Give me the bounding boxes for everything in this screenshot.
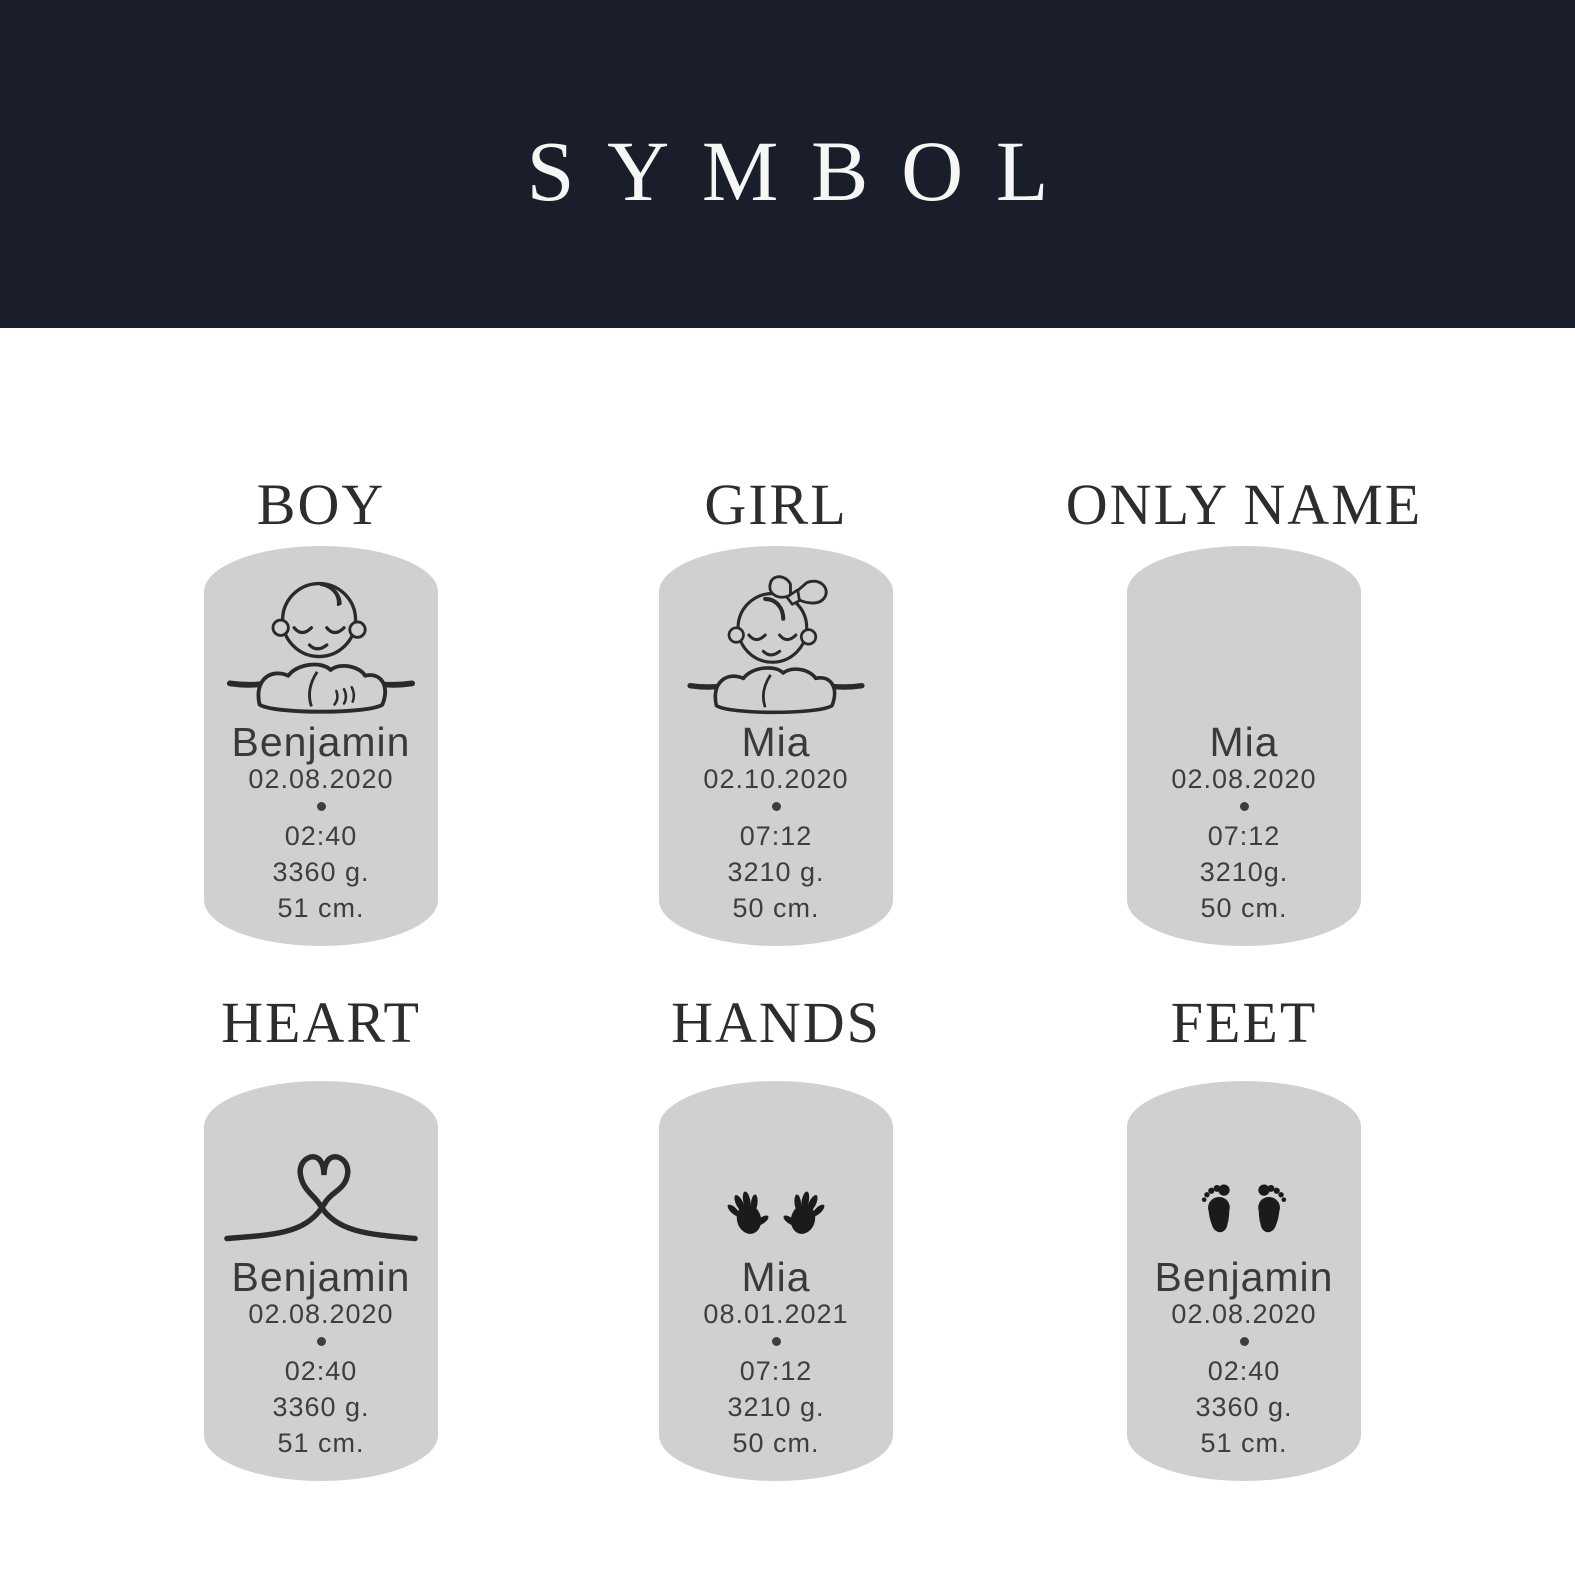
tag-birth-time: 02:40 <box>284 821 358 851</box>
tag-birth-date: 02.10.2020 <box>703 764 849 794</box>
handprints-icon <box>671 1105 881 1255</box>
tag-birth-date: 02.08.2020 <box>248 764 394 794</box>
tag-preview-feet <box>1127 1081 1361 1481</box>
tag-preview-heart <box>204 1081 438 1481</box>
option-label: HANDS <box>671 990 881 1055</box>
tag-name: Mia <box>741 719 811 765</box>
option-only-name <box>1024 472 1464 946</box>
baby-boy-icon <box>216 570 426 720</box>
tag-name: Benjamin <box>1154 1254 1334 1300</box>
icon-placeholder <box>1139 570 1349 720</box>
tag-name: Mia <box>1209 719 1279 765</box>
tag-birth-time: 07:12 <box>1207 821 1281 851</box>
option-label: BOY <box>256 472 386 537</box>
separator-dot <box>772 1337 781 1346</box>
tag-birth-time: 07:12 <box>739 821 813 851</box>
tag-birth-date: 08.01.2021 <box>703 1299 849 1329</box>
tag-birth-time: 02:40 <box>1207 1356 1281 1386</box>
tag-weight: 3360 g. <box>272 857 370 887</box>
baby-girl-icon <box>671 570 881 720</box>
tag-length: 51 cm. <box>277 1428 365 1458</box>
separator-dot <box>317 802 326 811</box>
tag-birth-date: 02.08.2020 <box>1171 1299 1317 1329</box>
separator-dot <box>1240 1337 1249 1346</box>
tag-name: Benjamin <box>231 719 411 765</box>
tag-birth-time: 07:12 <box>739 1356 813 1386</box>
option-label: HEART <box>221 990 421 1055</box>
tag-birth-date: 02.08.2020 <box>1171 764 1317 794</box>
heart-line-icon <box>216 1105 426 1255</box>
tag-weight: 3210 g. <box>727 857 825 887</box>
tag-length: 50 cm. <box>732 1428 820 1458</box>
tag-preview-hands <box>659 1081 893 1481</box>
tag-weight: 3360 g. <box>272 1392 370 1422</box>
option-label: FEET <box>1170 990 1318 1055</box>
header <box>0 0 1575 328</box>
tag-length: 51 cm. <box>277 893 365 923</box>
option-hands <box>556 990 996 1481</box>
page-title: SYMBOL <box>526 123 1082 219</box>
tag-preview-only-name <box>1127 546 1361 946</box>
option-boy <box>101 472 541 946</box>
separator-dot <box>772 802 781 811</box>
option-feet <box>1024 990 1464 1481</box>
tag-name: Mia <box>741 1254 811 1300</box>
separator-dot <box>317 1337 326 1346</box>
tag-length: 50 cm. <box>1200 893 1288 923</box>
tag-birth-time: 02:40 <box>284 1356 358 1386</box>
tag-name: Benjamin <box>231 1254 411 1300</box>
tag-weight: 3360 g. <box>1195 1392 1293 1422</box>
tag-preview-boy <box>204 546 438 946</box>
option-heart <box>101 990 541 1481</box>
options-grid <box>0 328 1575 1575</box>
tag-preview-girl <box>659 546 893 946</box>
tag-birth-date: 02.08.2020 <box>248 1299 394 1329</box>
option-girl <box>556 472 996 946</box>
option-label: ONLY NAME <box>1065 472 1423 537</box>
tag-length: 50 cm. <box>732 893 820 923</box>
tag-length: 51 cm. <box>1200 1428 1288 1458</box>
separator-dot <box>1240 802 1249 811</box>
tag-weight: 3210 g. <box>727 1392 825 1422</box>
option-label: GIRL <box>704 472 848 537</box>
tag-weight: 3210g. <box>1199 857 1289 887</box>
footprints-icon <box>1139 1105 1349 1255</box>
